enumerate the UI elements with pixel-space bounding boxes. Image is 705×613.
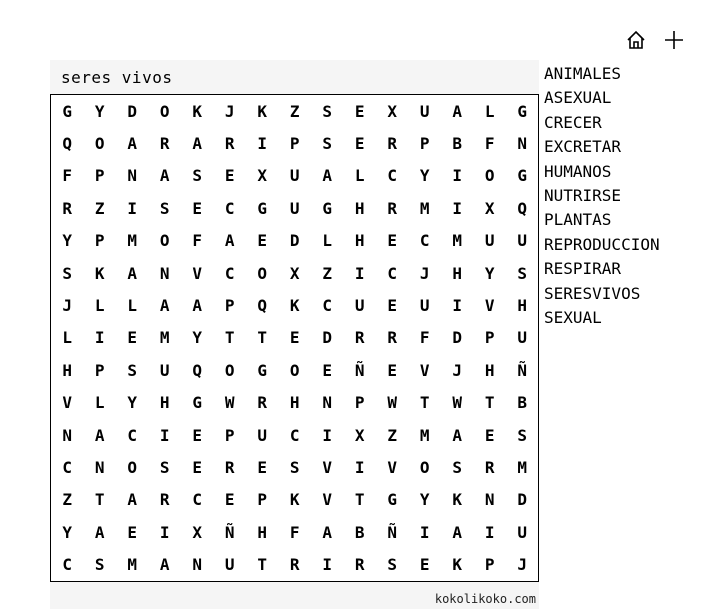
grid-cell[interactable]: S [322,101,333,121]
letter-grid [51,95,538,581]
grid-cell[interactable]: R [387,328,398,348]
grid-cell[interactable]: U [224,555,235,575]
home-icon[interactable] [624,28,648,52]
grid-cell[interactable]: G [192,393,203,413]
grid-cell[interactable]: L [127,296,138,316]
grid-cell[interactable]: I [354,457,365,477]
grid-cell[interactable]: S [127,360,138,380]
grid-cell[interactable]: A [159,166,170,186]
grid-cell[interactable]: I [257,134,268,154]
grid-cell[interactable]: V [322,490,333,510]
grid-cell[interactable]: K [257,101,268,121]
grid-cell[interactable]: E [127,328,138,348]
grid-cell[interactable]: S [159,457,170,477]
word-list [544,62,660,330]
grid-cell[interactable]: E [387,360,398,380]
grid-cell[interactable]: R [159,490,170,510]
grid-cell[interactable]: Z [322,263,333,283]
grid-cell[interactable]: E [224,166,235,186]
grid-cell[interactable]: L [94,393,105,413]
grid-cell[interactable]: I [452,296,463,316]
grid-cell[interactable]: U [159,360,170,380]
grid-cell[interactable]: V [62,393,73,413]
grid-cell[interactable]: M [419,425,430,445]
grid-cell[interactable]: R [354,328,365,348]
grid-cell[interactable]: S [322,134,333,154]
grid-cell[interactable]: P [224,296,235,316]
grid-cell[interactable]: K [452,555,463,575]
grid-cell[interactable]: U [517,328,528,348]
word-list-item: CRECER [544,112,602,132]
grid-cell[interactable]: H [289,393,300,413]
grid-cell[interactable]: P [419,134,430,154]
grid-cell[interactable]: U [419,101,430,121]
grid-cell[interactable]: X [192,522,203,542]
grid-cell[interactable]: S [517,263,528,283]
grid-cell[interactable]: B [452,134,463,154]
grid-cell[interactable]: P [257,490,268,510]
grid-cell[interactable]: O [289,360,300,380]
grid-cell[interactable]: C [289,425,300,445]
grid-cell[interactable]: C [192,490,203,510]
grid-cell[interactable]: Y [94,101,105,121]
grid-cell[interactable]: O [94,134,105,154]
grid-cell[interactable]: K [452,490,463,510]
grid-cell[interactable]: U [257,425,268,445]
grid-cell[interactable]: O [484,166,495,186]
grid-cell[interactable]: Y [62,522,73,542]
grid-cell[interactable]: E [192,198,203,218]
grid-cell[interactable]: X [289,263,300,283]
grid-cell[interactable]: S [62,263,73,283]
grid-cell[interactable]: M [127,231,138,251]
grid-cell[interactable]: Y [484,263,495,283]
grid-cell[interactable]: D [127,101,138,121]
grid-cell[interactable]: U [484,231,495,251]
grid-cell[interactable]: S [517,425,528,445]
grid-cell[interactable]: Q [257,296,268,316]
grid-cell[interactable]: M [127,555,138,575]
word-search-puzzle [50,60,539,609]
grid-cell[interactable]: E [127,522,138,542]
grid-cell[interactable]: H [257,522,268,542]
word-list-item: HUMANOS [544,161,612,181]
grid-cell[interactable]: P [94,360,105,380]
grid-cell[interactable]: U [419,296,430,316]
grid-cell[interactable]: R [224,134,235,154]
grid-cell[interactable]: K [289,296,300,316]
grid-cell[interactable]: I [354,263,365,283]
grid-cell[interactable]: R [387,134,398,154]
grid-cell[interactable]: R [484,457,495,477]
word-list-item: PLANTAS [544,210,612,230]
grid-cell[interactable]: Z [94,198,105,218]
grid-cell[interactable]: I [322,555,333,575]
grid-cell[interactable]: U [354,296,365,316]
grid-cell[interactable]: G [257,360,268,380]
grid-cell[interactable]: C [224,198,235,218]
grid-cell[interactable]: E [322,360,333,380]
grid-cell[interactable]: N [62,425,73,445]
grid-cell[interactable]: A [159,555,170,575]
grid-cell[interactable]: L [322,231,333,251]
grid-cell[interactable]: C [62,457,73,477]
grid-cell[interactable]: Y [127,393,138,413]
grid-cell[interactable]: T [484,393,495,413]
grid-cell[interactable]: M [419,198,430,218]
grid-cell[interactable]: S [94,555,105,575]
grid-cell[interactable]: E [354,134,365,154]
grid-cell[interactable]: I [94,328,105,348]
grid-cell[interactable]: A [322,522,333,542]
grid-cell[interactable]: A [192,296,203,316]
grid-cell[interactable]: B [517,393,528,413]
grid-cell[interactable]: N [94,457,105,477]
word-list-item: REPRODUCCION [544,234,660,254]
grid-cell[interactable]: N [484,490,495,510]
grid-cell[interactable]: S [192,166,203,186]
grid-cell[interactable]: C [224,263,235,283]
grid-cell[interactable]: I [452,198,463,218]
grid-cell[interactable]: V [387,457,398,477]
grid-cell[interactable]: W [387,393,398,413]
grid-cell[interactable]: E [289,328,300,348]
grid-cell[interactable]: V [419,360,430,380]
grid-cell[interactable]: Q [192,360,203,380]
word-list-item: EXCRETAR [544,137,622,157]
word-list-item: ANIMALES [544,64,622,83]
toolbar [624,28,686,52]
grid-cell[interactable]: F [484,134,495,154]
grid-cell[interactable]: Ñ [354,360,365,380]
grid-cell[interactable]: S [289,457,300,477]
grid-cell[interactable]: P [484,555,495,575]
grid-cell[interactable]: P [289,134,300,154]
grid-cell[interactable]: J [224,101,235,121]
grid-cell[interactable]: U [517,522,528,542]
grid-cell[interactable]: C [322,296,333,316]
word-list-item: NUTRIRSE [544,186,622,206]
word-list-item: SEXUAL [544,308,602,328]
grid-cell[interactable]: R [159,134,170,154]
grid-cell[interactable]: O [419,457,430,477]
grid-cell[interactable]: A [452,101,463,121]
grid-cell[interactable]: C [387,263,398,283]
grid-cell[interactable]: D [322,328,333,348]
grid-cell[interactable]: A [94,425,105,445]
grid-cell[interactable]: O [224,360,235,380]
grid-cell[interactable]: K [192,101,203,121]
grid-cell[interactable]: X [484,198,495,218]
grid-cell[interactable]: E [419,555,430,575]
grid-cell[interactable]: Ñ [517,360,528,380]
grid-cell[interactable]: W [224,393,235,413]
grid-cell[interactable]: L [62,328,73,348]
grid-cell[interactable]: A [224,231,235,251]
grid-cell[interactable]: E [354,101,365,121]
grid-cell[interactable]: F [289,522,300,542]
grid-cell[interactable]: A [127,490,138,510]
grid-cell[interactable]: I [159,522,170,542]
grid-cell[interactable]: J [452,360,463,380]
grid-cell[interactable]: B [354,522,365,542]
grid-cell[interactable]: H [452,263,463,283]
grid-cell[interactable]: E [224,490,235,510]
word-list-item: RESPIRAR [544,259,622,279]
grid-cell[interactable]: G [322,198,333,218]
grid-cell[interactable]: M [159,328,170,348]
grid-cell[interactable]: P [224,425,235,445]
grid-cell[interactable]: G [517,166,528,186]
grid-cell[interactable]: Q [517,198,528,218]
grid-cell[interactable]: I [452,166,463,186]
grid-cell[interactable]: Ñ [387,522,398,542]
grid-cell[interactable]: T [224,328,235,348]
grid-cell[interactable]: M [452,231,463,251]
grid-cell[interactable]: G [62,101,73,121]
grid-cell[interactable]: A [94,522,105,542]
grid-cell[interactable]: H [484,360,495,380]
grid-cell[interactable]: S [452,457,463,477]
grid-cell[interactable]: R [354,555,365,575]
grid-cell[interactable]: G [257,198,268,218]
grid-cell[interactable]: Y [419,490,430,510]
grid-cell[interactable]: T [257,328,268,348]
grid-cell[interactable]: Y [62,231,73,251]
grid-cell[interactable]: A [127,263,138,283]
grid-cell[interactable]: I [127,198,138,218]
grid-cell[interactable]: A [127,134,138,154]
grid-cell[interactable]: R [289,555,300,575]
grid-cell[interactable]: D [517,490,528,510]
grid-cell[interactable]: R [387,198,398,218]
grid-cell[interactable]: X [354,425,365,445]
grid-cell[interactable]: G [387,490,398,510]
grid-cell[interactable]: J [517,555,528,575]
grid-cell[interactable]: J [62,296,73,316]
grid-cell[interactable]: E [192,425,203,445]
grid-cell[interactable]: P [484,328,495,348]
grid-cell[interactable]: V [484,296,495,316]
grid-cell[interactable]: J [419,263,430,283]
grid-cell[interactable]: C [62,555,73,575]
grid-cell[interactable]: P [354,393,365,413]
grid-cell[interactable]: E [387,231,398,251]
grid-cell[interactable]: Z [387,425,398,445]
grid-cell[interactable]: F [419,328,430,348]
grid-cell[interactable]: A [452,425,463,445]
word-list-item: ASEXUAL [544,88,612,108]
grid-cell[interactable]: L [484,101,495,121]
grid-cell[interactable]: E [484,425,495,445]
grid-cell[interactable]: Ñ [224,522,235,542]
grid-cell[interactable]: S [387,555,398,575]
grid-cell[interactable]: T [94,490,105,510]
grid-cell[interactable]: P [94,166,105,186]
puzzle-title: seres vivos [61,68,173,87]
grid-cell[interactable]: C [419,231,430,251]
grid-cell[interactable]: T [257,555,268,575]
grid-cell[interactable]: H [517,296,528,316]
grid-cell[interactable]: V [322,457,333,477]
grid-cell[interactable]: T [354,490,365,510]
grid-cell[interactable]: I [484,522,495,542]
grid-cell[interactable]: R [224,457,235,477]
grid-cell[interactable]: M [517,457,528,477]
grid-cell[interactable]: A [159,296,170,316]
grid-cell[interactable]: W [452,393,463,413]
grid-cell[interactable]: R [62,198,73,218]
grid-cell[interactable]: H [354,198,365,218]
grid-cell[interactable]: O [159,101,170,121]
grid-cell[interactable]: Z [62,490,73,510]
grid-cell[interactable]: F [62,166,73,186]
grid-cell[interactable]: T [419,393,430,413]
grid-cell[interactable]: K [94,263,105,283]
grid-cell[interactable]: D [452,328,463,348]
grid-cell[interactable]: S [159,198,170,218]
grid-cell[interactable]: A [452,522,463,542]
grid-cell[interactable]: I [159,425,170,445]
grid-cell[interactable]: Y [192,328,203,348]
grid-cell[interactable]: Z [289,101,300,121]
letter-grid-box [50,94,539,582]
grid-cell[interactable]: A [192,134,203,154]
grid-cell[interactable]: N [322,393,333,413]
grid-cell[interactable]: C [127,425,138,445]
grid-cell[interactable]: E [257,457,268,477]
grid-cell[interactable]: F [192,231,203,251]
grid-cell[interactable]: O [127,457,138,477]
grid-cell[interactable]: L [94,296,105,316]
grid-cell[interactable]: H [159,393,170,413]
grid-cell[interactable]: G [517,101,528,121]
grid-cell[interactable]: N [127,166,138,186]
grid-cell[interactable]: X [257,166,268,186]
grid-cell[interactable]: A [322,166,333,186]
grid-cell[interactable]: L [354,166,365,186]
grid-cell[interactable]: E [192,457,203,477]
grid-cell[interactable]: N [192,555,203,575]
grid-cell[interactable]: I [419,522,430,542]
grid-cell[interactable]: E [257,231,268,251]
grid-cell[interactable]: H [62,360,73,380]
grid-cell[interactable]: V [192,263,203,283]
grid-cell[interactable]: U [289,166,300,186]
grid-cell[interactable]: N [517,134,528,154]
grid-cell[interactable]: Y [419,166,430,186]
grid-cell[interactable]: U [289,198,300,218]
grid-cell[interactable]: E [387,296,398,316]
grid-cell[interactable]: P [94,231,105,251]
plus-icon[interactable] [662,28,686,52]
grid-cell[interactable]: O [159,231,170,251]
site-credit: kokolikoko.com [434,592,536,606]
grid-cell[interactable]: C [387,166,398,186]
word-list-item: SERESVIVOS [544,283,641,303]
grid-cell[interactable]: K [289,490,300,510]
grid-cell[interactable]: X [387,101,398,121]
grid-cell[interactable]: H [354,231,365,251]
grid-cell[interactable]: O [257,263,268,283]
grid-cell[interactable]: I [322,425,333,445]
grid-cell[interactable]: N [159,263,170,283]
grid-cell[interactable]: R [257,393,268,413]
grid-cell[interactable]: D [289,231,300,251]
grid-cell[interactable]: U [517,231,528,251]
grid-cell[interactable]: Q [62,134,73,154]
